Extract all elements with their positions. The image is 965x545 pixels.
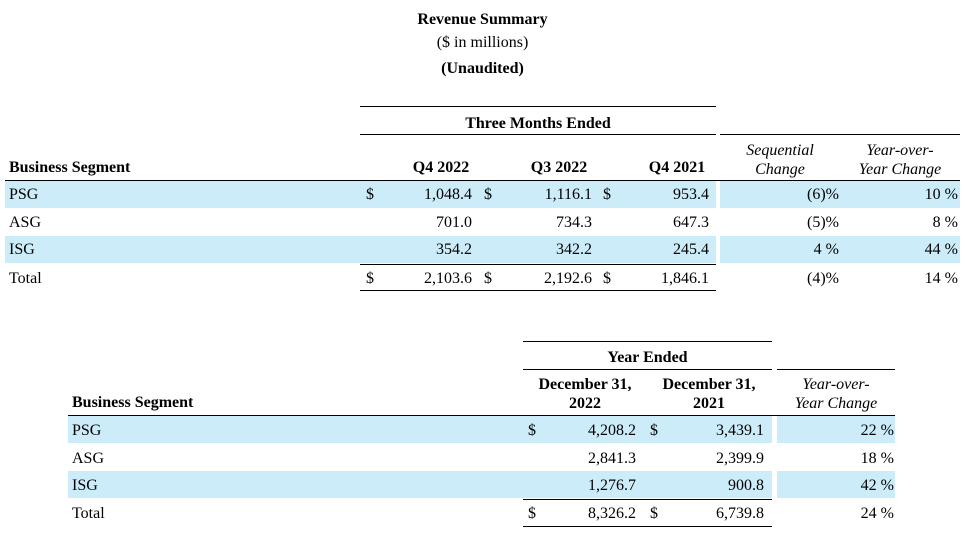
currency-symbol: $ xyxy=(484,186,492,203)
yoy-change-cell: 18 % xyxy=(860,450,894,467)
rule xyxy=(523,369,772,370)
col-header-segment: Business Segment xyxy=(72,394,194,411)
value-cell: 1,276.7 xyxy=(588,477,636,494)
value-cell: 1,846.1 xyxy=(661,270,709,287)
col-header-yoy-1: Year-over- xyxy=(866,142,934,159)
quarterly-group-header: Three Months Ended xyxy=(465,115,611,132)
segment-label: ASG xyxy=(9,214,42,231)
rule xyxy=(360,264,716,265)
col-header-q3-2022: Q3 2022 xyxy=(530,159,588,176)
rule xyxy=(360,106,716,107)
annual-group-header: Year Ended xyxy=(607,349,688,366)
value-cell: 2,399.9 xyxy=(716,450,764,467)
rule xyxy=(523,526,772,527)
yoy-change-cell: 10 % xyxy=(924,186,958,203)
value-cell: 354.2 xyxy=(436,241,472,258)
value-cell: 342.2 xyxy=(556,241,592,258)
segment-label: ISG xyxy=(9,241,35,258)
value-cell: 734.3 xyxy=(556,214,592,231)
value-cell: 2,103.6 xyxy=(424,270,472,287)
value-cell: 3,439.1 xyxy=(716,422,764,439)
value-cell: 4,208.2 xyxy=(588,422,636,439)
currency-symbol: $ xyxy=(484,270,492,287)
col-header-dec-2021-line1: December 31, xyxy=(662,376,756,393)
currency-symbol: $ xyxy=(366,186,374,203)
currency-symbol: $ xyxy=(366,270,374,287)
value-cell: 647.3 xyxy=(673,214,709,231)
row-band xyxy=(68,416,772,443)
rule xyxy=(360,134,716,135)
yoy-change-cell: 42 % xyxy=(860,477,894,494)
report-title: Revenue Summary xyxy=(417,11,548,28)
seq-change-cell: 4 % xyxy=(813,241,839,258)
seq-change-cell: (4)% xyxy=(807,270,839,287)
seq-change-cell: (5)% xyxy=(807,214,839,231)
rule xyxy=(777,369,895,370)
yoy-change-cell: 24 % xyxy=(860,505,894,522)
rule xyxy=(360,290,716,291)
rule xyxy=(720,134,960,135)
yoy-change-cell: 14 % xyxy=(924,270,958,287)
row-band xyxy=(5,236,716,263)
segment-label: PSG xyxy=(72,422,102,439)
col-header-yoy-2: Year Change xyxy=(794,395,878,412)
value-cell: 2,841.3 xyxy=(588,450,636,467)
col-header-dec-2022-line2: 2022 xyxy=(569,395,601,412)
value-cell: 1,048.4 xyxy=(424,186,472,203)
currency-symbol: $ xyxy=(528,422,536,439)
segment-label: Total xyxy=(72,505,105,522)
seq-change-cell: (6)% xyxy=(807,186,839,203)
col-header-yoy-2: Year Change xyxy=(858,161,942,178)
report-note: (Unaudited) xyxy=(441,60,524,77)
col-header-seq-1: Sequential xyxy=(746,142,814,159)
yoy-change-cell: 44 % xyxy=(924,241,958,258)
col-header-q4-2021: Q4 2021 xyxy=(648,159,706,176)
currency-symbol: $ xyxy=(603,270,611,287)
segment-label: Total xyxy=(9,270,42,287)
rule xyxy=(523,499,772,500)
segment-label: ASG xyxy=(72,450,105,467)
currency-symbol: $ xyxy=(650,422,658,439)
currency-symbol: $ xyxy=(650,505,658,522)
yoy-change-cell: 22 % xyxy=(860,422,894,439)
value-cell: 900.8 xyxy=(728,477,764,494)
value-cell: 953.4 xyxy=(673,186,709,203)
segment-label: PSG xyxy=(9,186,39,203)
value-cell: 245.4 xyxy=(673,241,709,258)
segment-label: ISG xyxy=(72,477,98,494)
col-header-seq-2: Change xyxy=(755,161,805,178)
currency-symbol: $ xyxy=(603,186,611,203)
value-cell: 1,116.1 xyxy=(544,186,592,203)
col-header-yoy-1: Year-over- xyxy=(802,376,870,393)
col-header-dec-2021-line2: 2021 xyxy=(693,395,725,412)
col-header-q4-2022: Q4 2022 xyxy=(412,159,470,176)
value-cell: 8,326.2 xyxy=(588,505,636,522)
report-subtitle: ($ in millions) xyxy=(436,34,529,51)
value-cell: 2,192.6 xyxy=(544,270,592,287)
col-header-segment: Business Segment xyxy=(9,159,131,176)
rule xyxy=(523,341,772,342)
yoy-change-cell: 8 % xyxy=(932,214,958,231)
value-cell: 6,739.8 xyxy=(716,505,764,522)
value-cell: 701.0 xyxy=(436,214,472,231)
col-header-dec-2022-line1: December 31, xyxy=(538,376,632,393)
row-band xyxy=(68,471,772,498)
currency-symbol: $ xyxy=(528,505,536,522)
